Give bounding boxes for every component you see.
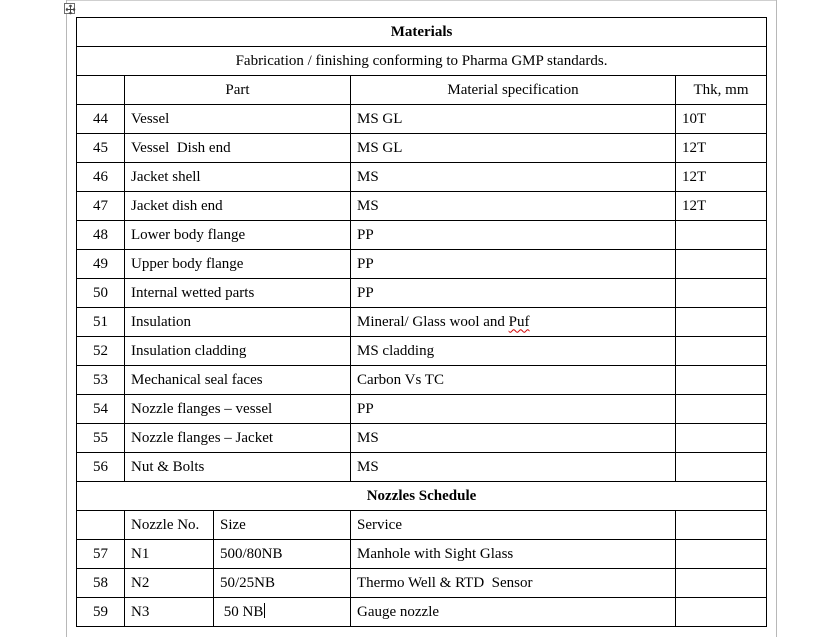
part-cell[interactable]: Insulation cladding [125, 337, 351, 366]
table-move-handle[interactable] [64, 3, 75, 14]
thk-cell[interactable]: 12T [676, 192, 767, 221]
part-cell[interactable]: Mechanical seal faces [125, 366, 351, 395]
row-number[interactable]: 48 [77, 221, 125, 250]
thk-cell[interactable]: 12T [676, 134, 767, 163]
spec-cell[interactable]: MS [351, 192, 676, 221]
table-row [77, 453, 767, 482]
row-number[interactable]: 50 [77, 279, 125, 308]
header-material-spec[interactable]: Material specification [351, 76, 676, 105]
empty-cell[interactable] [676, 511, 767, 540]
materials-table [76, 17, 767, 627]
spelling-flagged-word[interactable]: Puf [508, 313, 530, 330]
part-cell[interactable]: Jacket shell [125, 163, 351, 192]
table-row [77, 279, 767, 308]
nozzles-title-row [77, 482, 767, 511]
table-row [77, 250, 767, 279]
row-number[interactable]: 54 [77, 395, 125, 424]
table-row [77, 569, 767, 598]
row-number[interactable]: 47 [77, 192, 125, 221]
row-number[interactable]: 46 [77, 163, 125, 192]
move-arrows-icon [65, 4, 76, 15]
thk-cell[interactable] [676, 279, 767, 308]
page-right-edge [776, 0, 777, 637]
part-cell[interactable]: Vessel Dish end [125, 134, 351, 163]
row-number[interactable]: 52 [77, 337, 125, 366]
header-thickness[interactable]: Thk, mm [676, 76, 767, 105]
thk-cell[interactable]: 12T [676, 163, 767, 192]
thk-cell[interactable]: 10T [676, 105, 767, 134]
table-row [77, 395, 767, 424]
row-number[interactable]: 53 [77, 366, 125, 395]
materials-title[interactable]: Materials [77, 18, 767, 47]
spec-text: Mineral/ Glass wool and [357, 313, 509, 330]
empty-cell[interactable] [676, 598, 767, 627]
spec-cell[interactable]: MS [351, 163, 676, 192]
materials-header-row [77, 76, 767, 105]
spec-cell[interactable]: MS cladding [351, 337, 676, 366]
row-number[interactable]: 45 [77, 134, 125, 163]
header-blank-cell[interactable] [77, 76, 125, 105]
table-row [77, 424, 767, 453]
thk-cell[interactable] [676, 424, 767, 453]
size-cell[interactable] [214, 598, 351, 627]
service-cell[interactable]: Thermo Well & RTD Sensor [351, 569, 676, 598]
spec-cell[interactable] [351, 308, 676, 337]
page-left-edge [66, 0, 67, 637]
thk-cell[interactable] [676, 250, 767, 279]
table-row [77, 598, 767, 627]
spec-cell[interactable]: PP [351, 250, 676, 279]
part-cell[interactable]: Nozzle flanges – Jacket [125, 424, 351, 453]
size-text: 50 NB [220, 604, 264, 620]
spec-cell[interactable]: Carbon Vs TC [351, 366, 676, 395]
row-number[interactable]: 49 [77, 250, 125, 279]
row-number[interactable]: 56 [77, 453, 125, 482]
part-cell[interactable]: Jacket dish end [125, 192, 351, 221]
thk-cell[interactable] [676, 453, 767, 482]
page-top-edge [66, 0, 777, 1]
thk-cell[interactable] [676, 366, 767, 395]
nozzle-cell[interactable]: N2 [125, 569, 214, 598]
service-cell[interactable]: Gauge nozzle [351, 598, 676, 627]
nozzle-cell[interactable]: N1 [125, 540, 214, 569]
service-cell[interactable]: Manhole with Sight Glass [351, 540, 676, 569]
header-nozzle-no[interactable]: Nozzle No. [125, 511, 214, 540]
spec-cell[interactable]: PP [351, 221, 676, 250]
text-cursor [264, 603, 265, 618]
spec-cell[interactable]: MS [351, 453, 676, 482]
spec-cell[interactable]: MS [351, 424, 676, 453]
size-cell[interactable]: 50/25NB [214, 569, 351, 598]
spec-cell[interactable]: PP [351, 395, 676, 424]
header-service[interactable]: Service [351, 511, 676, 540]
row-number[interactable]: 55 [77, 424, 125, 453]
header-size[interactable]: Size [214, 511, 351, 540]
header-blank-cell[interactable] [77, 511, 125, 540]
size-cell[interactable]: 500/80NB [214, 540, 351, 569]
part-cell[interactable]: Lower body flange [125, 221, 351, 250]
thk-cell[interactable] [676, 337, 767, 366]
table-row [77, 540, 767, 569]
table-row [77, 221, 767, 250]
table-row [77, 308, 767, 337]
row-number[interactable]: 57 [77, 540, 125, 569]
nozzle-cell[interactable]: N3 [125, 598, 214, 627]
materials-subtitle[interactable]: Fabrication / finishing conforming to Pharma GMP standards. [77, 47, 767, 76]
part-cell[interactable]: Upper body flange [125, 250, 351, 279]
row-number[interactable]: 51 [77, 308, 125, 337]
materials-title-row [77, 18, 767, 47]
empty-cell[interactable] [676, 540, 767, 569]
spec-cell[interactable]: PP [351, 279, 676, 308]
table-row [77, 163, 767, 192]
nozzles-title[interactable]: Nozzles Schedule [77, 482, 767, 511]
row-number[interactable]: 58 [77, 569, 125, 598]
row-number[interactable]: 59 [77, 598, 125, 627]
nozzles-header-row [77, 511, 767, 540]
thk-cell[interactable] [676, 395, 767, 424]
part-cell[interactable]: Nut & Bolts [125, 453, 351, 482]
header-part[interactable]: Part [125, 76, 351, 105]
empty-cell[interactable] [676, 569, 767, 598]
spec-cell[interactable]: MS GL [351, 105, 676, 134]
table-row [77, 105, 767, 134]
part-cell[interactable]: Nozzle flanges – vessel [125, 395, 351, 424]
materials-subtitle-row [77, 47, 767, 76]
row-number[interactable]: 44 [77, 105, 125, 134]
thk-cell[interactable] [676, 308, 767, 337]
thk-cell[interactable] [676, 221, 767, 250]
table-row [77, 337, 767, 366]
table-row [77, 366, 767, 395]
spec-cell[interactable]: MS GL [351, 134, 676, 163]
table-row [77, 134, 767, 163]
part-cell[interactable]: Insulation [125, 308, 351, 337]
part-cell[interactable]: Vessel [125, 105, 351, 134]
table-row [77, 192, 767, 221]
part-cell[interactable]: Internal wetted parts [125, 279, 351, 308]
